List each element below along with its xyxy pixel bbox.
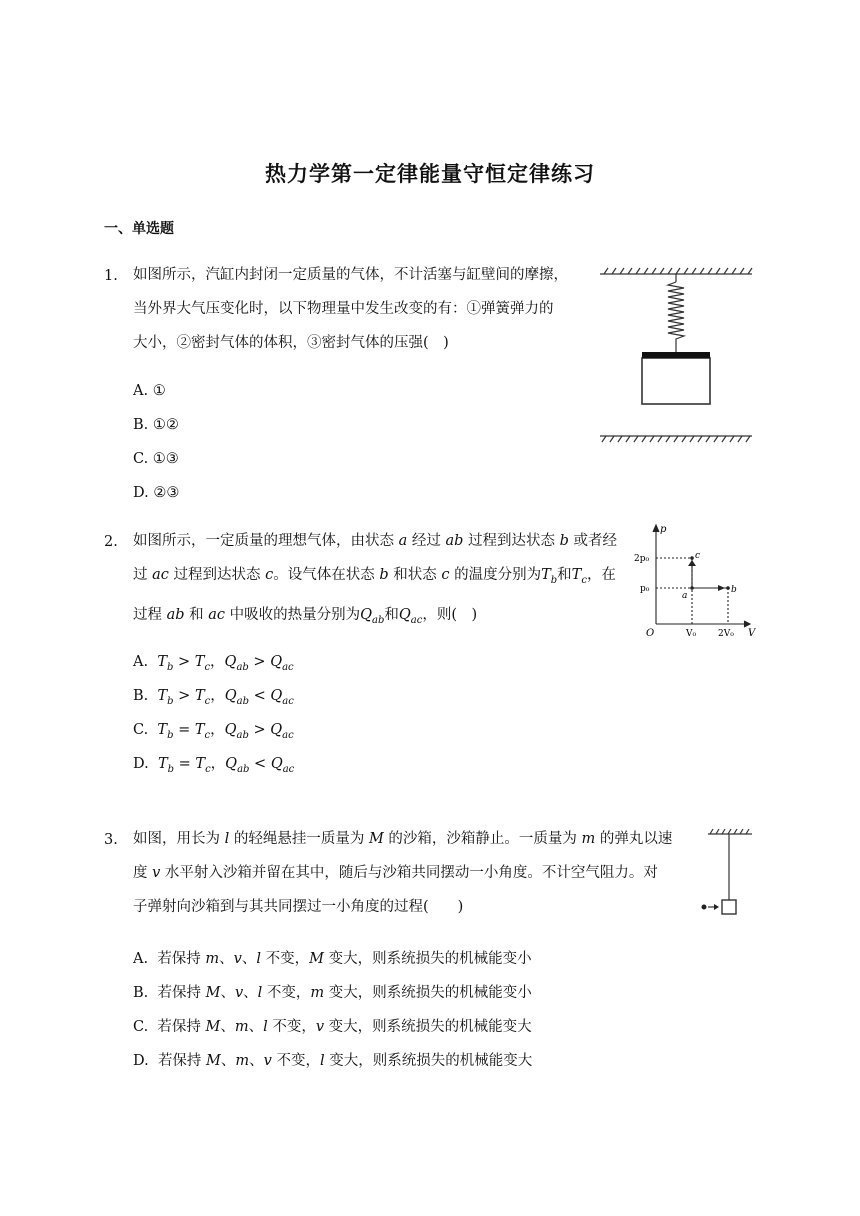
page-title: 热力学第一定律能量守恒定律练习 — [265, 162, 595, 186]
pv-x-tick-2v0: 2V₀ — [718, 629, 734, 639]
pv-y-tick-p0: p₀ — [640, 584, 650, 594]
q3-option-a[interactable]: A. 若保持 m、v、l 不变，M 变大，则系统损失的机械能变小 — [133, 951, 532, 967]
q3-option-d[interactable]: D. 若保持 M、m、v 不变，l 变大，则系统损失的机械能变大 — [133, 1053, 533, 1069]
q3-option-c[interactable]: C. 若保持 M、m、l 不变，v 变大，则系统损失的机械能变大 — [133, 1019, 532, 1035]
q1-line: 如图所示，汽缸内封闭一定质量的气体，不计活塞与缸壁间的摩擦， — [133, 267, 568, 283]
q2-option-b[interactable]: B. $T_b > T_c$，$Q_{ab} < Q_{ac}$ — [133, 688, 294, 707]
q2-stem — [133, 524, 617, 638]
q3-number: 3. — [104, 832, 118, 848]
q2-option-a[interactable]: A. $T_b > T_c$，$Q_{ab} > Q_{ac}$ — [133, 654, 294, 673]
q1-option-b[interactable]: B. ①② — [133, 417, 179, 433]
q3-line-1: 如图，用长为 l 的轻绳悬挂一质量为 M 的沙箱，沙箱静止。一质量为 m 的弹丸以速 — [133, 831, 673, 847]
pv-x-axis-label: V — [748, 628, 756, 639]
spring-cylinder-figure — [596, 264, 756, 450]
q1-option-a[interactable]: A. ① — [133, 383, 166, 399]
q3-option-b[interactable]: B. 若保持 M、v、l 不变，m 变大，则系统损失的机械能变小 — [133, 985, 532, 1001]
q1-number: 1. — [104, 268, 118, 284]
q2-line-2: 过 ac 过程到达状态 c。设气体在状态 b 和状态 c 的温度分别为$T_b$和$T_c$，在 — [133, 567, 616, 586]
section-heading: 一、单选题 — [104, 221, 174, 237]
q3-stem — [133, 822, 672, 924]
pv-y-axis-label: p — [660, 524, 667, 535]
pv-graph-figure — [632, 520, 758, 642]
pendulum-sandbox-figure — [696, 826, 758, 920]
q3-line-2: 度 v 水平射入沙箱并留在其中，随后与沙箱共同摆动一小角度。不计空气阻力。对 — [133, 865, 658, 881]
q1-stem — [133, 258, 568, 360]
q2-number: 2. — [104, 534, 118, 550]
pv-point-b: b — [731, 585, 737, 595]
q1-line: 当外界大气压变化时，以下物理量中发生改变的有：①弹簧弹力的 — [133, 301, 554, 317]
q1-option-c[interactable]: C. ①③ — [133, 451, 179, 467]
pv-x-tick-v0: V₀ — [686, 629, 697, 639]
q2-option-c[interactable]: C. $T_b = T_c$，$Q_{ab} > Q_{ac}$ — [133, 722, 294, 741]
pv-origin-label: O — [646, 628, 655, 639]
q2-line-3: 过程 ab 和 ac 中吸收的热量分别为$Q_{ab}$和$Q_{ac}$，则( ) — [133, 606, 478, 626]
q1-option-d[interactable]: D. ②③ — [133, 485, 180, 501]
pv-point-a: a — [682, 591, 688, 601]
q2-option-d[interactable]: D. $T_b = T_c$，$Q_{ab} < Q_{ac}$ — [133, 756, 295, 775]
pv-point-c: c — [695, 551, 701, 561]
pv-y-tick-2p0: 2p₀ — [634, 554, 650, 564]
q3-line-3: 子弹射向沙箱到与其共同摆过一小角度的过程( ) — [133, 899, 464, 915]
q1-line: 大小，②密封气体的体积，③密封气体的压强( ) — [133, 335, 449, 351]
q2-line-1: 如图所示，一定质量的理想气体，由状态 a 经过 ab 过程到达状态 b 或者经 — [133, 533, 618, 549]
